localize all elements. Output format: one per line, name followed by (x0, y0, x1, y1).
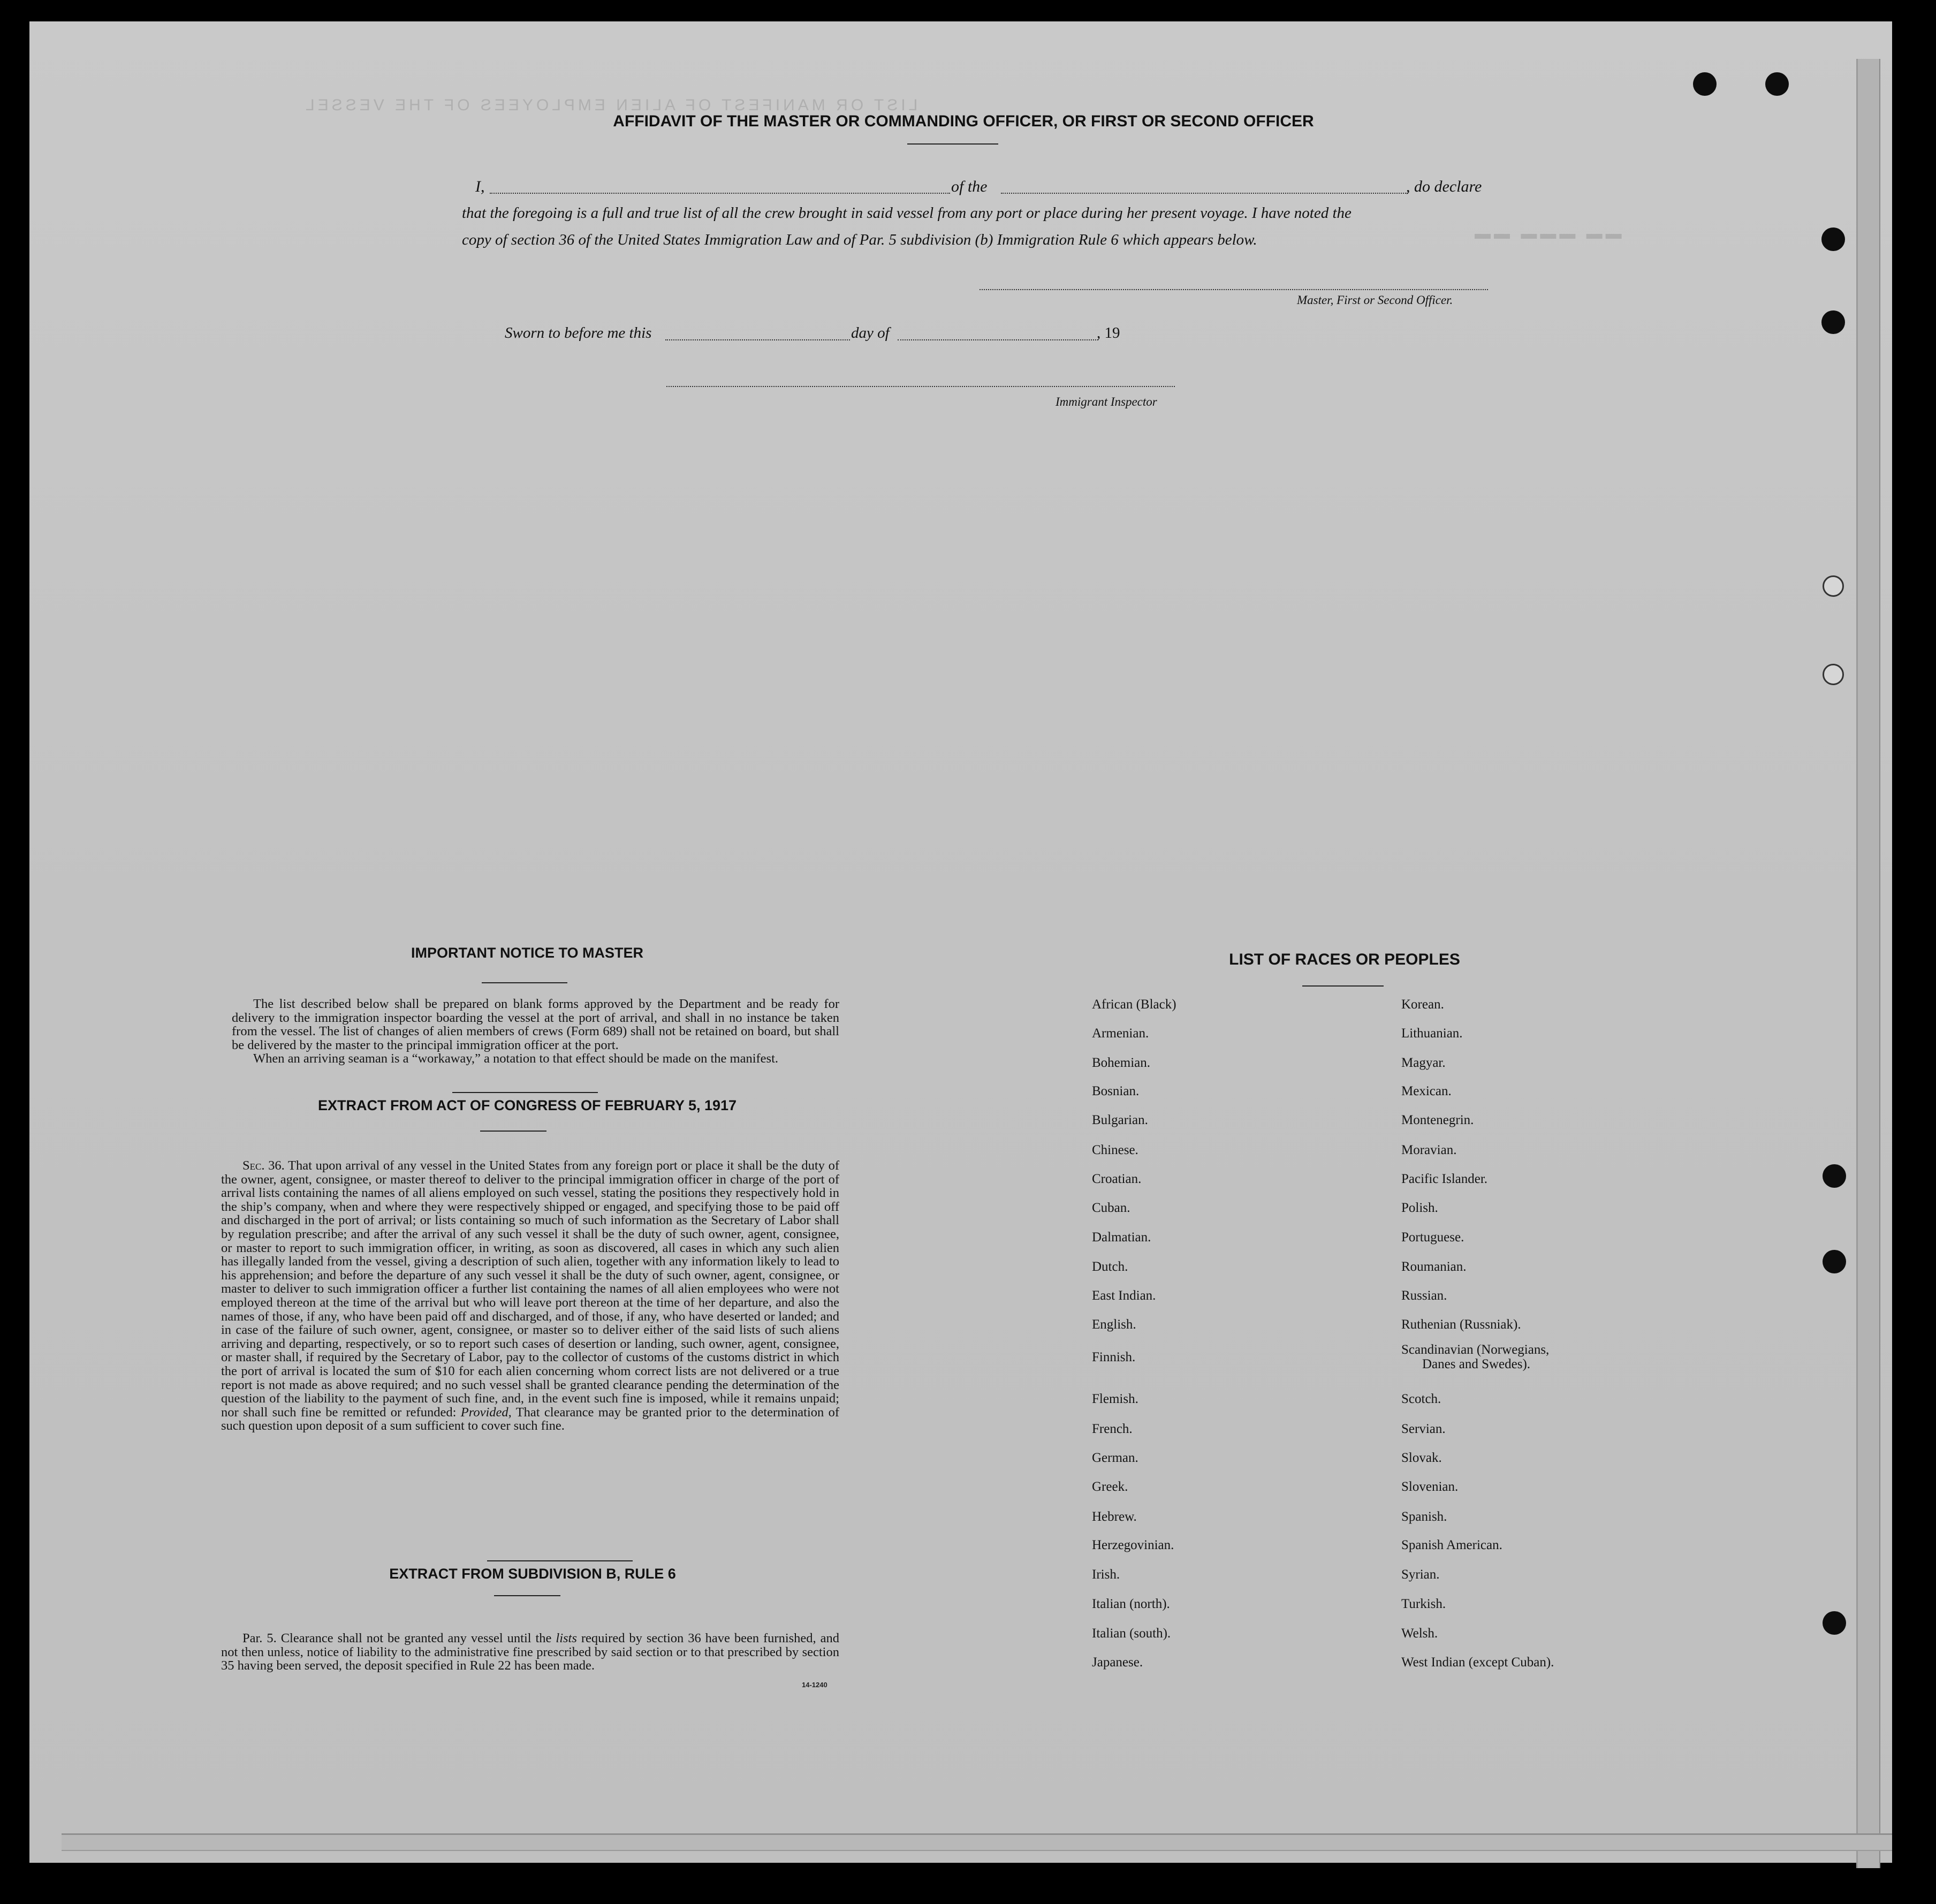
binder-hole-icon (1765, 72, 1789, 96)
race-item: Mexican. (1401, 1084, 1452, 1098)
race-item: Welsh. (1401, 1626, 1438, 1641)
divider (480, 1131, 546, 1132)
race-item: Bulgarian. (1092, 1113, 1148, 1127)
race-item: Cuban. (1092, 1201, 1130, 1215)
race-item: Ruthenian (Russniak). (1401, 1317, 1521, 1332)
form-number: 14-1240 (802, 1681, 827, 1689)
affidavit-i-label: I, (475, 178, 485, 195)
race-item: Italian (north). (1092, 1597, 1170, 1611)
race-item: Roumanian. (1401, 1260, 1467, 1274)
race-item: Slovenian. (1401, 1480, 1459, 1494)
race-item: Chinese. (1092, 1143, 1138, 1157)
act-body (221, 1159, 839, 1433)
notice-paragraph-2: When an arriving seaman is a “workaway,” a notation to that effect should be made on the manifest. (253, 1051, 779, 1066)
binder-hole-open-icon (1823, 664, 1844, 685)
race-item: Korean. (1401, 997, 1444, 1012)
document-page (29, 21, 1892, 1863)
races-title: LIST OF RACES OR PEOPLES (1229, 951, 1460, 968)
vessel-blank (1001, 193, 1408, 194)
officer-caption: Master, First or Second Officer. (1297, 293, 1453, 307)
divider (907, 143, 998, 145)
race-item: Hebrew. (1092, 1509, 1137, 1524)
race-item: Dutch. (1092, 1260, 1128, 1274)
sworn-day-blank (665, 339, 850, 340)
race-item: Pacific Islander. (1401, 1172, 1488, 1186)
race-item: Herzegovinian. (1092, 1538, 1174, 1552)
stacked-sheet-edge (1856, 59, 1880, 1868)
notice-title: IMPORTANT NOTICE TO MASTER (411, 945, 643, 961)
race-item: English. (1092, 1317, 1136, 1332)
binder-hole-icon (1821, 310, 1845, 334)
affidavit-title: AFFIDAVIT OF THE MASTER OR COMMANDING OFFICER, OR FIRST OR SECOND OFFICER (613, 112, 1314, 130)
binder-hole-open-icon (1823, 575, 1844, 597)
divider (494, 1595, 560, 1596)
race-item: French. (1092, 1422, 1133, 1436)
race-item: Dalmatian. (1092, 1230, 1151, 1245)
sworn-label: Sworn to before me this (505, 324, 652, 342)
divider (482, 982, 567, 983)
act-text-end: That clearance may be granted prior to the determination of such question upon deposit of a sum sufficient to cover such fine. (221, 1405, 840, 1433)
race-item: Scotch. (1401, 1392, 1441, 1406)
name-blank (490, 193, 950, 194)
race-item: Spanish. (1401, 1509, 1447, 1524)
day-of-label: day of (851, 324, 890, 342)
bleed-through-text: ▬▬ ▬▬▬ ▬▬ (1475, 225, 1625, 242)
month-blank (898, 339, 1098, 340)
affidavit-of-the-label: of the (951, 178, 988, 195)
act-title: EXTRACT FROM ACT OF CONGRESS OF FEBRUARY 5, 1917 (317, 1097, 737, 1113)
race-item: Syrian. (1401, 1567, 1440, 1582)
act-text: That upon arrival of any vessel in the United States from any foreign port or place it shall be the duty of the owner, agent, consignee, or master thereof to deliver to the principal immigration officer in charge of the port of arrival lists containing the names of all aliens employed on such vessel, stating the positions they respectively hold in the ship’s company, when and where they were respectively shipped or engaged, and specifying those to be paid off and discharged in the port of arrival; or lists containing so much of such information as the Secretary of Labor shall by regulation prescribe; and after the arrival of any such vessel it shall be the duty of such owner, agent, consignee, or master to report to such immigration officer, in writing, as soon as discovered, all cases in which any such alien has illegally landed from the vessel, giving a description of such alien, together with any information likely to lead to his apprehension; and before the departure of any such vessel it shall be the duty of such owner, agent, consignee, or master to deliver to such immigration officer a further list containing the names of all alien employees who were not employed thereon at the time of the arrival but who will leave port thereon at the time of her departure, and also the names of those, if any, who have been paid off and discharged, and of those, if any, who have deserted or landed; and in case of the failure of such owner, agent, consignee, or master so to deliver either of the said lists of such aliens arriving and departing, respectively, or so to report such cases of desertion or landing, such owner, agent, consignee, or master shall, if required by the Secretary of Labor, pay to the collector of customs of the customs district in which the port of arrival is located the sum of $10 for each alien concerning whom correct lists are not delivered or a true report is not made as above required; and no such vessel shall be granted clearance pending the determination of the question of the liability to the payment of such fine, and, in the event such fine is imposed, while it remains unpaid; nor shall such fine be remitted or refunded: (221, 1158, 839, 1420)
rule-text-b: required by section 36 have been furnished, and not then unless, notice of liability to the administrative fine prescribed by said section or to that prescribed by section 35 having been served, the deposit specified in Rule 22 has been made. (221, 1631, 839, 1673)
binder-hole-icon (1823, 1611, 1846, 1635)
race-item: Bosnian. (1092, 1084, 1140, 1098)
race-item: Irish. (1092, 1567, 1120, 1582)
inspector-caption: Immigrant Inspector (1056, 395, 1157, 408)
race-item: Bohemian. (1092, 1056, 1151, 1070)
race-item: Greek. (1092, 1480, 1128, 1494)
divider (452, 1092, 598, 1093)
binder-hole-icon (1823, 1250, 1846, 1273)
race-item: Polish. (1401, 1201, 1438, 1215)
rule-body (221, 1632, 839, 1673)
race-item: Russian. (1401, 1288, 1447, 1303)
race-item: Montenegrin. (1401, 1113, 1474, 1127)
race-item: Spanish American. (1401, 1538, 1502, 1552)
race-item: Italian (south). (1092, 1626, 1171, 1641)
divider (487, 1560, 633, 1561)
notice-paragraph-1: The list described below shall be prepared on blank forms approved by the Department and be ready for delivery to the immigration inspector boarding the vessel at the port of arrival, and shall in no instance be taken from the vessel. The list of changes of alien members of crews (Form 689) shall not be retained on board, but shall be delivered by the master to the principal immigration officer at the port. (232, 997, 839, 1052)
affidavit-do-declare: , do declare (1406, 178, 1482, 195)
affidavit-line-2: that the foregoing is a full and true list of all the crew brought in said vessel from any port or place during her present voyage. I have noted the (462, 204, 1352, 222)
race-item: German. (1092, 1451, 1138, 1465)
race-item: African (Black) (1092, 997, 1176, 1012)
race-item: East Indian. (1092, 1288, 1156, 1303)
binder-hole-icon (1821, 227, 1845, 251)
race-item: Servian. (1401, 1422, 1446, 1436)
race-item: West Indian (except Cuban). (1401, 1655, 1554, 1670)
lists-word: lists (556, 1631, 577, 1645)
section-label: Sec. 36. (242, 1158, 285, 1173)
race-item: Portuguese. (1401, 1230, 1464, 1245)
inspector-signature-line (666, 386, 1175, 387)
race-item: Magyar. (1401, 1056, 1446, 1070)
binder-hole-icon (1823, 1164, 1846, 1188)
provided-label: Provided, (460, 1405, 512, 1420)
stacked-sheet-bottom-edge (62, 1833, 1892, 1851)
officer-signature-line (980, 289, 1488, 290)
race-item: Flemish. (1092, 1392, 1138, 1406)
race-item: Lithuanian. (1401, 1026, 1463, 1041)
race-item: Scandinavian (Norwegians, (1401, 1342, 1550, 1357)
race-item-continued: Danes and Swedes). (1422, 1357, 1531, 1371)
year-prefix: , 19 (1097, 324, 1120, 342)
rule-title: EXTRACT FROM SUBDIVISION B, RULE 6 (389, 1566, 676, 1582)
binder-hole-icon (1693, 72, 1717, 96)
rule-text-a: Par. 5. Clearance shall not be granted any vessel until the (242, 1631, 552, 1645)
race-item: Slovak. (1401, 1451, 1442, 1465)
divider (1302, 985, 1384, 987)
affidavit-line-3: copy of section 36 of the United States Immigration Law and of Par. 5 subdivision (b) Immigration Rule 6 which appears below. (462, 231, 1257, 248)
race-item: Croatian. (1092, 1172, 1142, 1186)
race-item: Moravian. (1401, 1143, 1457, 1157)
race-item: Japanese. (1092, 1655, 1143, 1670)
race-item: Finnish. (1092, 1350, 1136, 1364)
bleed-through-text: LIST OR MANIFEST OF ALIEN EMPLOYEES OF THE VESSEL (302, 96, 918, 114)
race-item: Turkish. (1401, 1597, 1446, 1611)
notice-body (232, 997, 839, 1066)
race-item: Armenian. (1092, 1026, 1149, 1041)
